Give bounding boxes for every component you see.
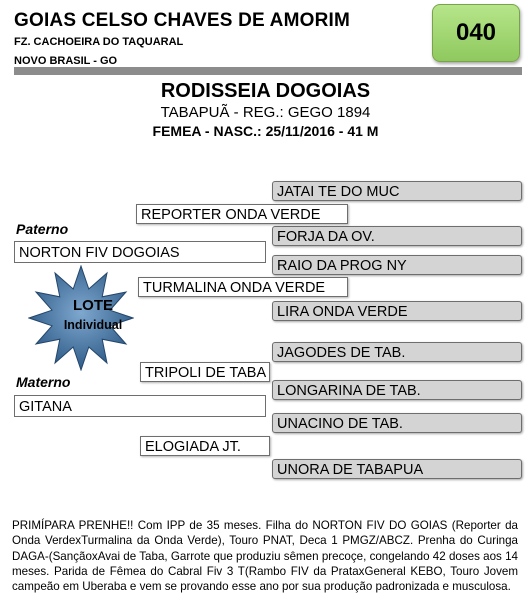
sire-name: NORTON FIV DOGOIAS: [14, 241, 266, 263]
dam-dam: ELOGIADA JT.: [140, 436, 270, 456]
ggp-8: UNORA DE TABAPUA: [272, 459, 522, 479]
badge-line-2: Individual: [63, 318, 123, 332]
ggp-5: JAGODES DE TAB.: [272, 342, 522, 362]
maternal-label: Materno: [16, 374, 71, 390]
ggp-3: RAIO DA PROG NY: [272, 255, 522, 275]
farm-name: FZ. CACHOEIRA DO TAQUARAL: [14, 36, 184, 48]
owner-name: GOIAS CELSO CHAVES DE AMORIM: [14, 10, 351, 31]
ggp-4: LIRA ONDA VERDE: [272, 301, 522, 321]
header-divider: [14, 67, 522, 75]
dam-sire: TRIPOLI DE TABA: [140, 362, 270, 382]
dam-name: GITANA: [14, 395, 266, 417]
sex-birth-line: FEMEA - NASC.: 25/11/2016 - 41 M: [152, 123, 379, 139]
sire-dam: TURMALINA ONDA VERDE: [138, 277, 348, 297]
ggp-2: FORJA DA OV.: [272, 226, 522, 246]
ggp-6: LONGARINA DE TAB.: [272, 380, 522, 400]
registration-line: TABAPUÃ - REG.: GEGO 1894: [160, 104, 371, 121]
lot-number-badge: 040: [432, 4, 520, 62]
description-text: PRIMÍPARA PRENHE!! Com IPP de 35 meses. Filha do NORTON FIV DO GOIAS (Reporter da Onda VerdexTurmalina da Onda Verde), Touro PNAT, Deca 1 PMGZ/ABCZ. Prenha do Curinga DAGA-(SançãoxAvai de Taba, Garrote que produziu sêmen precoçe, congelando 42 doses aos 14 meses. Parida de Fêmea do Cabral Fiv 3 T(Rambo FIV da PrataxGeneral KEBO, Touro Jovem campeão em Uberaba e vem se provando esse ano por sua produção padronizada e musculosa.: [12, 519, 518, 594]
city-name: NOVO BRASIL - GO: [14, 55, 118, 67]
ggp-7: UNACINO DE TAB.: [272, 413, 522, 433]
sire-sire: REPORTER ONDA VERDE: [136, 204, 348, 224]
badge-line-1: LOTE: [73, 297, 113, 314]
ggp-1: JATAI TE DO MUC: [272, 181, 522, 201]
paternal-label: Paterno: [16, 221, 69, 237]
animal-name: RODISSEIA DOGOIAS: [160, 80, 371, 102]
